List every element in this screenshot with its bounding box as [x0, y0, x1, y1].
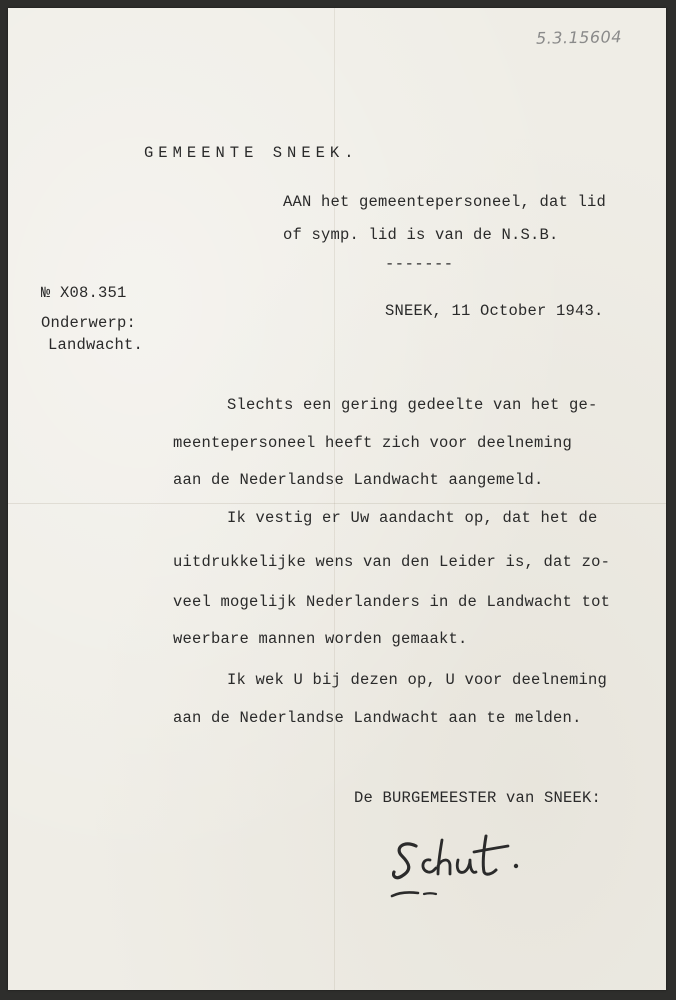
body-paragraph-2-line-4: weerbare mannen worden gemaakt. — [173, 630, 468, 648]
addressee-rule: ------- — [385, 255, 454, 273]
archive-number: 5.3.15604 — [535, 27, 623, 48]
body-paragraph-3-line-2: aan de Nederlandse Landwacht aan te melden. — [173, 709, 582, 727]
body-paragraph-1-line-2: meentepersoneel heeft zich voor deelneming — [173, 434, 573, 452]
letterhead: GEMEENTE SNEEK. — [144, 144, 359, 162]
horizontal-fold-line — [8, 503, 666, 504]
addressee-line-1: AAN het gemeentepersoneel, dat lid — [283, 193, 607, 211]
handwritten-signature — [386, 826, 556, 906]
body-paragraph-2-line-1: Ik vestig er Uw aandacht op, dat het de — [227, 509, 598, 527]
body-paragraph-2-line-2: uitdrukkelijke wens van den Leider is, dat zo- — [173, 553, 611, 571]
date-line: SNEEK, 11 October 1943. — [385, 302, 604, 320]
reference-number: № X08.351 — [41, 284, 127, 302]
body-paragraph-1-line-1: Slechts een gering gedeelte van het ge- — [227, 396, 598, 414]
addressee-line-2: of symp. lid is van de N.S.B. — [283, 226, 559, 244]
letter-page — [8, 8, 666, 990]
body-paragraph-1-line-3: aan de Nederlandse Landwacht aangemeld. — [173, 471, 544, 489]
closing-line: De BURGEMEESTER van SNEEK: — [354, 789, 602, 807]
body-paragraph-2-line-3: veel mogelijk Nederlanders in de Landwacht tot — [173, 593, 611, 611]
subject-value: Landwacht. — [48, 336, 144, 354]
body-paragraph-3-line-1: Ik wek U bij dezen op, U voor deelneming — [227, 671, 608, 689]
subject-label: Onderwerp: — [41, 314, 137, 332]
